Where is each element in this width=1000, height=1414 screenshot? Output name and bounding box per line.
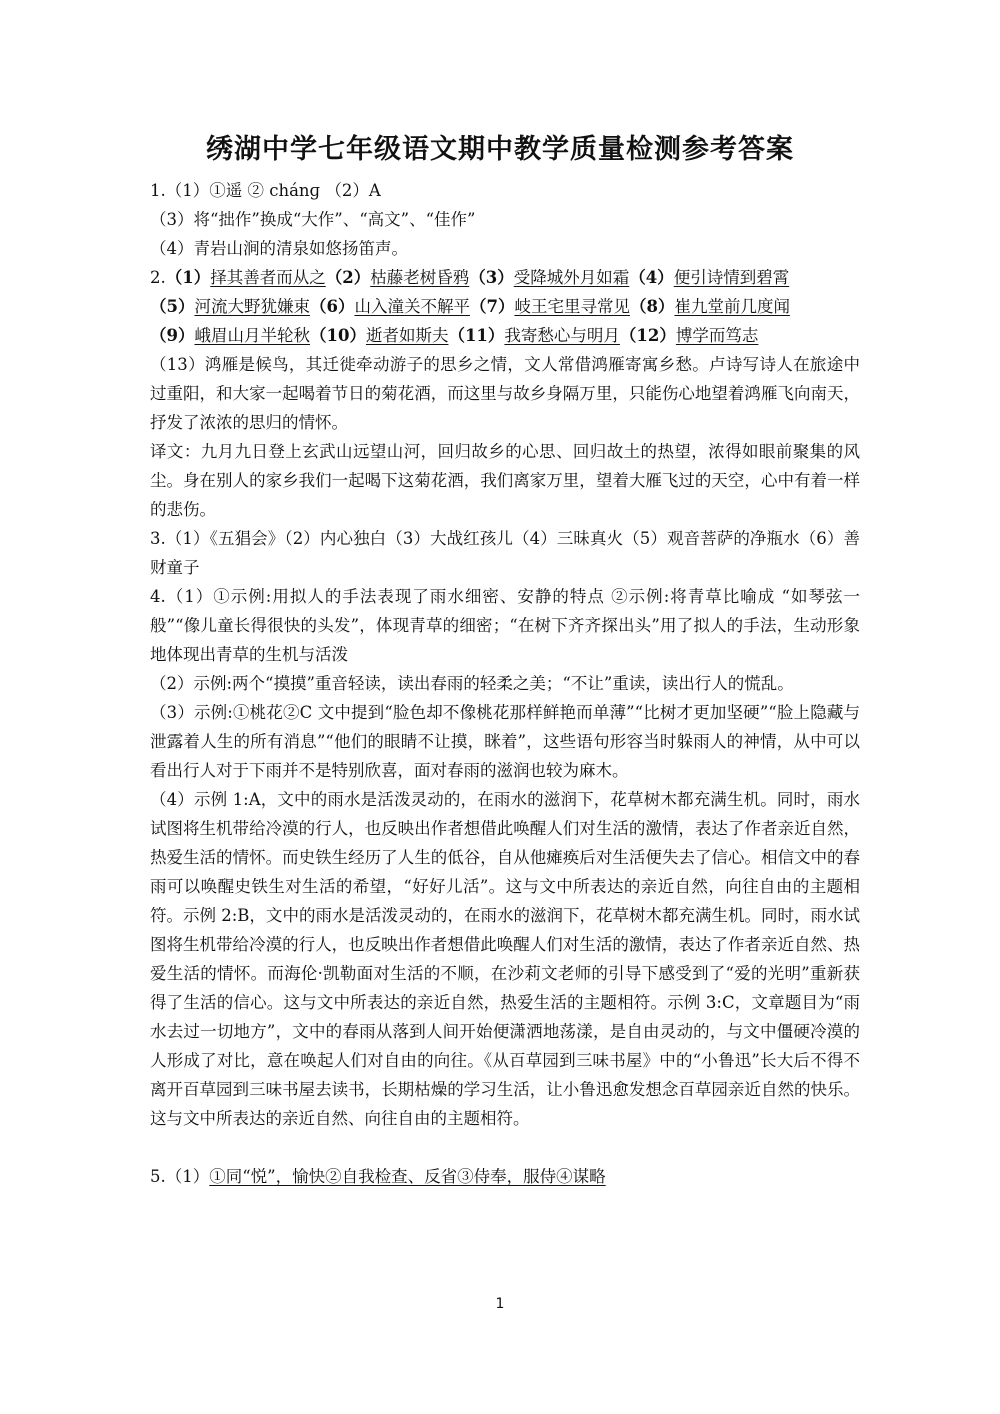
q2-row-1 <box>150 263 860 292</box>
q4-1-answer: 4.（1）①示例:用拟人的手法表现了雨水细密、安静的特点 ②示例:将青草比喻成 “如琴弦一般”“像儿童长得很快的头发”，体现青草的细密；“在树下齐齐探出头”用了拟人的手法，生动形象地体现出青草的生机与活泼 <box>150 587 860 664</box>
q2-item-num: （3） <box>469 268 514 287</box>
q2-answer: 峨眉山月半轮秋 <box>194 326 310 345</box>
q5-answer: ①同“悦”，愉快②自我检查、反省③侍奉，服侍④谋略 <box>209 1167 606 1186</box>
q2-item-num: （9） <box>150 326 195 345</box>
q2-item-num: （2） <box>325 268 371 287</box>
q2-row-2 <box>150 292 860 321</box>
q2-item-num: （7） <box>469 297 515 316</box>
answer-body <box>150 176 860 1191</box>
document-title: 绣湖中学七年级语文期中教学质量检测参考答案 <box>206 134 794 165</box>
q2-answer: 择其善者而从之 <box>210 268 326 287</box>
q2-item-num: （10） <box>309 326 366 345</box>
q1-line-3: （4）青岩山涧的清泉如悠扬笛声。 <box>150 239 408 258</box>
q2-answer: 崔九堂前几度闻 <box>674 297 790 316</box>
page-number: 1 <box>495 1296 505 1312</box>
q2-item-num: （8） <box>629 297 675 316</box>
q2-answer: 受降城外月如霜 <box>513 268 630 287</box>
q2-answer: 博学而笃志 <box>675 326 759 345</box>
q2-answer: 河流大野犹嫌束 <box>194 297 310 316</box>
q2-item-num: （1） <box>165 268 211 287</box>
q2-answer: 逝者如斯夫 <box>365 326 449 345</box>
q2-row-3 <box>150 321 860 350</box>
q2-item-num: （12） <box>619 326 676 345</box>
q5-1-answer <box>150 1162 860 1191</box>
q2-item-num: （6） <box>309 297 355 316</box>
q2-answer: 岐王宅里寻常见 <box>514 297 630 316</box>
q3-answer: 3.（1）《五猖会》（2）内心独白（3）大战红孩儿（4）三昧真火（5）观音菩萨的净瓶水（6）善财童子 <box>150 529 860 577</box>
q4-4-answer: （4）示例 1:A，文中的雨水是活泼灵动的，在雨水的滋润下，花草树木都充满生机。同时，雨水试图将生机带给冷漠的行人，也反映出作者想借此唤醒人们对生活的激情，表达了作者亲近自然，热爱生活的情怀。而史铁生经历了人生的低谷，自从他瘫痪后对生活便失去了信心。相信文中的春雨可以唤醒史铁生对生活的希望，“好好儿活”。这与文中所表达的亲近自然，向往自由的主题相符。示例 2:B，文中的雨水是活泼灵动的，在雨水的滋润下，花草树木都充满生机。同时，雨水试图将生机带给冷漠的行人，也反映出作者想借此唤醒人们对生活的激情，表达了作者亲近自然、热爱生活的情怀。而海伦·凯勒面对生活的不顺，在沙莉文老师的引导下感受到了“爱的光明”重新获得了生活的信心。这与文中所表达的亲近自然，热爱生活的主题相符。示例 3:C，文章题目为“雨水去过一切地方”，文中的春雨从落到人间开始便潇洒地荡漾，是自由灵动的，与文中僵硬冷漠的人形成了对比，意在唤起人们对自由的向往。《从百草园到三味书屋》中的“小鲁迅”长大后不得不离开百草园到三味书屋去读书，长期枯燥的学习生活，让小鲁迅愈发想念百草园亲近自然的快乐。这与文中所表达的亲近自然、向往自由的主题相符。 <box>150 790 860 1128</box>
q2-item-num: （4） <box>629 268 674 287</box>
q1-line-1: 1.（1）①遥 ② chánɡ （2）A <box>150 181 381 200</box>
q2-answer: 枯藤老树昏鸦 <box>370 268 470 287</box>
q4-3-answer: （3）示例:①桃花②C 文中提到“脸色却不像桃花那样鲜艳而单薄”“比树才更加坚硬”“脸上隐藏与泄露着人生的所有消息”“他们的眼睛不让摸，眯着”，这些语句形容当时躲雨人的神情，从中可以看出行人对于下雨并不是特别欣喜，面对春雨的滋润也较为麻木。 <box>150 703 860 780</box>
q2-answer: 我寄愁心与明月 <box>504 326 620 345</box>
q1-line-2: （3）将“拙作”换成“大作”、“高文”、“佳作” <box>150 210 476 229</box>
q2-answer: 便引诗情到碧霄 <box>673 268 790 287</box>
q2-prefix: 2. <box>150 268 166 287</box>
q2-item-num: （11） <box>448 326 505 345</box>
q2-13-answer: （13）鸿雁是候鸟，其迁徙牵动游子的思乡之情，文人常借鸿雁寄寓乡愁。卢诗写诗人在旅途中过重阳，和大家一起喝着节日的菊花酒，而这里与故乡身隔万里，只能伤心地望着鸿雁飞向南天，抒发了浓浓的思归的情怀。 <box>150 355 860 432</box>
q2-translation: 译文：九月九日登上玄武山远望山河，回归故乡的心思、回归故土的热望，浓得如眼前聚集的风尘。身在别人的家乡我们一起喝下这菊花酒，我们离家万里，望着大雁飞过的天空，心中有着一样的悲伤。 <box>150 442 860 519</box>
q5-prefix: 5.（1） <box>150 1167 210 1186</box>
q4-2-answer: （2）示例:两个“摸摸”重音轻读，读出春雨的轻柔之美；“不让”重读，读出行人的慌乱。 <box>150 674 794 693</box>
q2-item-num: （5） <box>150 297 195 316</box>
q2-answer: 山入潼关不解平 <box>354 297 470 316</box>
